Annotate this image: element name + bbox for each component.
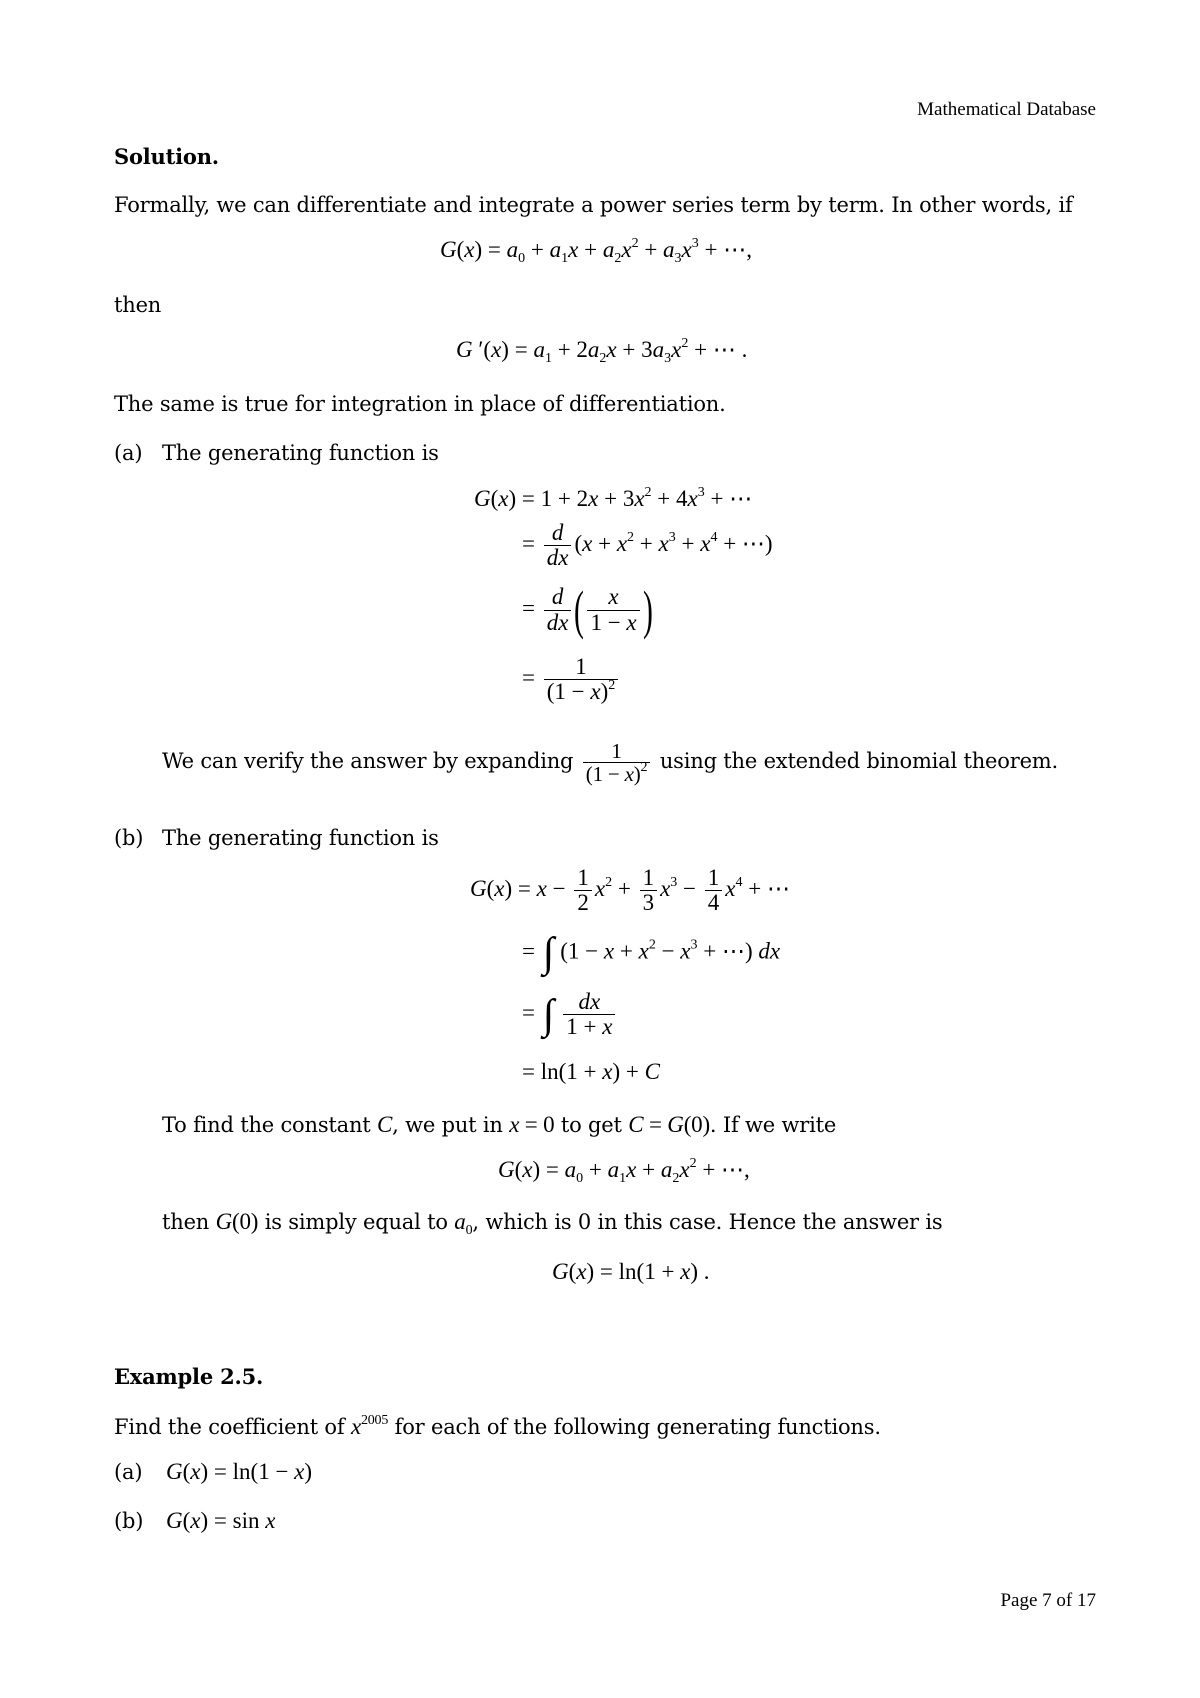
constant-text-1: To find the constant [162,1113,371,1137]
running-header: Mathematical Database [917,99,1096,120]
part-b-line-3: = ∫ $\frac{dx}{1 + x}$ [522,990,618,1039]
series-equation: $G(x) = a_0 + a_1x + a_2x^2 + a_3x^3$ + ⋯, [440,236,752,266]
part-a-label: (a) [114,441,143,465]
part-a-line-4: = $\frac{1}{(1 - x)^2}$ [522,655,621,704]
part-b-line-2: = ∫ ($1 - x + x^2 - x^3$ + ⋯) dx [522,930,781,976]
example-exponent: 2005 [360,1413,389,1428]
constant-sentence: To find the constant C, we put in x = 0 to get C = G(0). If we write [162,1112,837,1137]
part-b-answer: G(x) = ln(1 + x) . [552,1259,710,1284]
example-prompt-before: Find the coefficient of [114,1415,345,1439]
part-a-line-1: $G(x) = 1 + 2x + 3x^2 + 4x^3$ + ⋯ [474,485,753,511]
part-b-line-1: G(x) = x − $\frac{1}{2}$ $x^2$ + $\frac{1}{3}$ $x^3$ − $\frac{1}{4}$ $x^4$ + ⋯ [470,865,790,916]
verify-fraction: $\frac{1}{(1 - x)^2}$ [583,740,651,785]
part-b-label: (b) [114,826,144,850]
then-text-3: , which is 0 in this case. Hence the answer is [472,1210,943,1234]
part-a-line-3: = $\frac{d}{dx}$ ( $\frac{x}{1 - x}$ ) [522,580,653,640]
verify-text-before: We can verify the answer by expanding [162,749,574,774]
page-number: Page 7 of 17 [1000,1590,1096,1611]
example-item-b-label: (b) [114,1509,144,1533]
solution-heading: Solution. [114,144,219,169]
verify-sentence [162,740,1058,785]
example-heading: Example 2.5. [114,1364,264,1389]
general-series: $G(x) = a_0 + a_1x + a_2x^2$ + ⋯, [498,1156,750,1186]
example-item-a-label: (a) [114,1460,143,1484]
derivative-equation: G $'(x) = a_1 + 2a_2x + 3a_3x^2$ + ⋯ . [456,336,748,366]
constant-text-4: . If we write [709,1113,837,1137]
constant-text-3: to get [560,1113,622,1137]
example-item-b: G(x) = sin x [166,1508,276,1533]
example-prompt: Find the coefficient of $x^{2005}$ for each of the following generating functions. [114,1413,881,1439]
integration-note: The same is true for integration in place of differentiation. [114,392,726,416]
part-b-line-4: = ln(1 + x) + C [522,1059,660,1084]
then-text-2: is simply equal to [264,1210,448,1234]
example-item-a: G(x) = ln(1 − x) [166,1459,313,1484]
part-a-text: The generating function is [162,441,439,465]
solution-intro: Formally, we can differentiate and integrate a power series term by term. In other words, if [114,193,1073,217]
part-a-line-2: = $\frac{d}{dx}$ ($x + x^2 + x^3 + x^4$ + ⋯) [522,520,773,571]
constant-text-2: , we put in [392,1113,503,1137]
example-prompt-after: for each of the following generating functions. [394,1415,881,1439]
then-text-1: then [162,1210,210,1234]
then-text: then [114,293,162,317]
then-sentence: then G(0) is simply equal to $a_0$, which is 0 in this case. Hence the answer is [162,1209,943,1238]
verify-text-after: using the extended binomial theorem. [659,749,1058,774]
part-b-text: The generating function is [162,826,439,850]
